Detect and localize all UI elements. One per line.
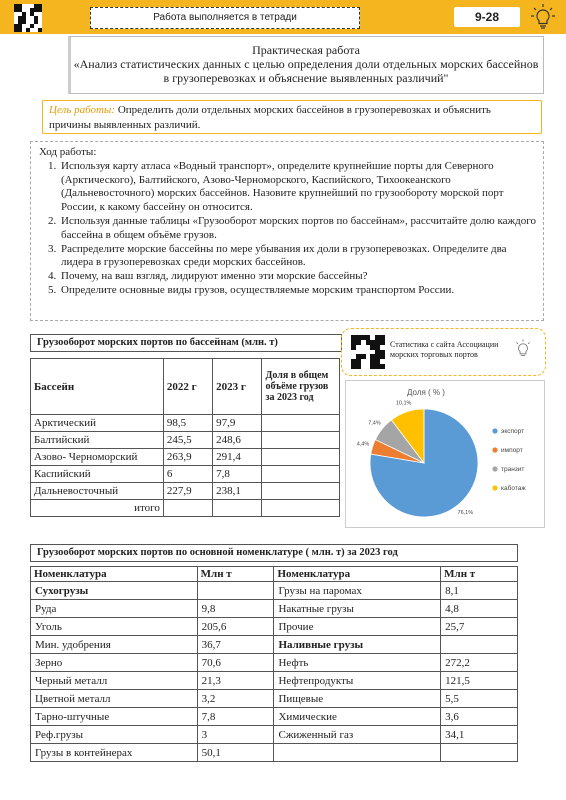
table-row [31,618,518,636]
data-label: 4,4% [356,441,370,448]
legend-marker [492,447,497,452]
table-header: Номенклатура [31,567,198,582]
table-row [31,726,518,744]
table-cell: 7,8 [197,708,274,726]
page-number: 9-28 [454,7,520,27]
table-cell: Цветной металл [31,690,198,708]
table-cell: Накатные грузы [274,600,441,618]
goal-text: Определить доли отдельных морских бассейнов в грузоперевозках и объяснить причины выявленных различий. [49,104,491,131]
table-cell: Наливные грузы [274,636,441,654]
table-cell: 36,7 [197,636,274,654]
stats-source-text: Статистика с сайта Ассоциации морских торговых портов [390,340,499,359]
table-cell: итого [31,500,164,517]
table-cell[interactable] [262,432,340,449]
table-cell: Реф.грузы [31,726,198,744]
table-cell: Уголь [31,618,198,636]
table-cell: 4,8 [441,600,518,618]
data-label: 7,4% [368,420,381,427]
table-row [31,744,518,762]
table2-caption: Грузооборот морских портов по основной номенклатуре ( млн. т) за 2023 год [30,544,518,562]
table-row [31,708,518,726]
table-cell: 6 [163,466,212,483]
table-cell: Дальневосточный [31,483,164,500]
legend-marker [492,466,497,471]
table-cell: Химические [274,708,441,726]
table-row [31,415,340,432]
table-cell: Грузы в контейнерах [31,744,198,762]
table-cell[interactable] [262,483,340,500]
data-label: 10,1% [395,400,412,407]
step-item: 5. Определите основные виды грузов, осуществляемые морским транспортом России. [59,284,537,298]
table-row [31,449,340,466]
table-row [31,690,518,708]
stats-qr-code[interactable] [351,335,385,369]
table-cell: Арктический [31,415,164,432]
table-cell: 245,5 [163,432,212,449]
table-cell [163,500,212,517]
table-cell: Грузы на паромах [274,582,441,600]
table-header: Номенклатура [274,567,441,582]
table-header: Доля в общем объёме грузов за 2023 год [262,359,340,415]
step-item: 4. Почему, на ваш взгляд, лидируют именно эти морские бассейны? [59,270,537,284]
table-cell: 3,6 [441,708,518,726]
table-header: Млн т [441,567,518,582]
table-cell: 121,5 [441,672,518,690]
data-label: 76,1% [457,509,474,516]
table-header: 2022 г [163,359,212,415]
basins-table [30,358,340,517]
table-row [31,483,340,500]
table-cell: Балтийский [31,432,164,449]
table-cell: Зерно [31,654,198,672]
page-subtitle: «Анализ статистических данных с целью определения доли отдельных морских бассейнов в грузоперевозках и объяснение выявленных различий" [73,57,539,85]
page-title: Практическая работа [252,43,360,57]
table-cell: 70,6 [197,654,274,672]
table-cell: 97,9 [213,415,262,432]
table-cell [213,500,262,517]
table-cell: 238,1 [213,483,262,500]
table-cell [441,636,518,654]
table-header: Бассейн [31,359,164,415]
step-item: 1. Используя карту атласа «Водный транспорт», определите крупнейшие порты для Северного (Арктического), Балтийского, Азово-Черноморского, Каспийского, Тихоокеанского (Дальневосточного) морских бассейнов. Назовите крупнейший по грузообороту морской порт России, к какому бассейну он относится. [59,160,537,215]
table-cell: Пищевые [274,690,441,708]
cargo-share-pie-chart [345,380,545,528]
table-cell: 227,9 [163,483,212,500]
steps-box [30,141,544,321]
table-row [31,432,340,449]
legend-entry: экспорт [501,428,525,435]
table-cell[interactable] [262,415,340,432]
table-cell: 291,4 [213,449,262,466]
legend-entry: транзит [501,466,525,473]
table-cell: 3 [197,726,274,744]
table-row [31,582,518,600]
qr-code[interactable] [14,4,42,32]
table-cell: 7,8 [213,466,262,483]
table-row [31,466,340,483]
table-cell: Тарно-штучные [31,708,198,726]
table-cell: Черный металл [31,672,198,690]
table-cell [274,744,441,762]
table-cell: Сухогрузы [31,582,198,600]
legend-entry: каботаж [501,485,526,492]
table-cell: 263,9 [163,449,212,466]
table-cell: 5,5 [441,690,518,708]
table-row [31,636,518,654]
table-cell: 34,1 [441,726,518,744]
legend-marker [492,428,497,433]
table-row [31,654,518,672]
notebook-notice: Работа выполняется в тетради [90,7,360,29]
table-cell [441,744,518,762]
legend-marker [492,485,497,490]
lightbulb-icon [512,338,534,360]
table-cell: 248,6 [213,432,262,449]
lightbulb-icon [528,2,558,32]
table-cell: 50,1 [197,744,274,762]
table-cell[interactable] [262,466,340,483]
steps-list [39,160,537,298]
table-cell: Нефтепродукты [274,672,441,690]
chart-title: Доля ( % ) [407,388,445,397]
step-item: 2. Используя данные таблицы «Грузооборот морских портов по бассейнам», рассчитайте долю каждого бассейна в общем объёме грузов. [59,215,537,243]
table-cell: Мин. удобрения [31,636,198,654]
table-cell: Прочие [274,618,441,636]
table1-caption: Грузооборот морских портов по бассейнам (млн. т) [30,334,342,352]
table-cell: 272,2 [441,654,518,672]
table-cell: 205,6 [197,618,274,636]
legend-entry: импорт [501,447,523,454]
table-row [31,600,518,618]
table-cell: Азово- Черноморский [31,449,164,466]
table-cell: 3,2 [197,690,274,708]
table-cell[interactable] [262,500,340,517]
steps-header: Ход работы: [39,146,97,158]
table-cell[interactable] [262,449,340,466]
table-cell [197,582,274,600]
table-cell: 25,7 [441,618,518,636]
goal-label: Цель работы: [49,104,116,116]
table-cell: Нефть [274,654,441,672]
table-cell: 21,3 [197,672,274,690]
step-item: 3. Распределите морские бассейны по мере убывания их доли в грузоперевозках. Определите два лидера в грузоперевозках среди морских бассейнов. [59,243,537,271]
table-cell: 8,1 [441,582,518,600]
table-row [31,500,340,517]
table-cell: Руда [31,600,198,618]
table-cell: 9,8 [197,600,274,618]
table-cell: Каспийский [31,466,164,483]
table-cell: Сжиженный газ [274,726,441,744]
table-cell: 98,5 [163,415,212,432]
goal-box [42,100,542,134]
nomenclature-table [30,566,518,762]
table-row [31,672,518,690]
table-header: Млн т [197,567,274,582]
table-header: 2023 г [213,359,262,415]
